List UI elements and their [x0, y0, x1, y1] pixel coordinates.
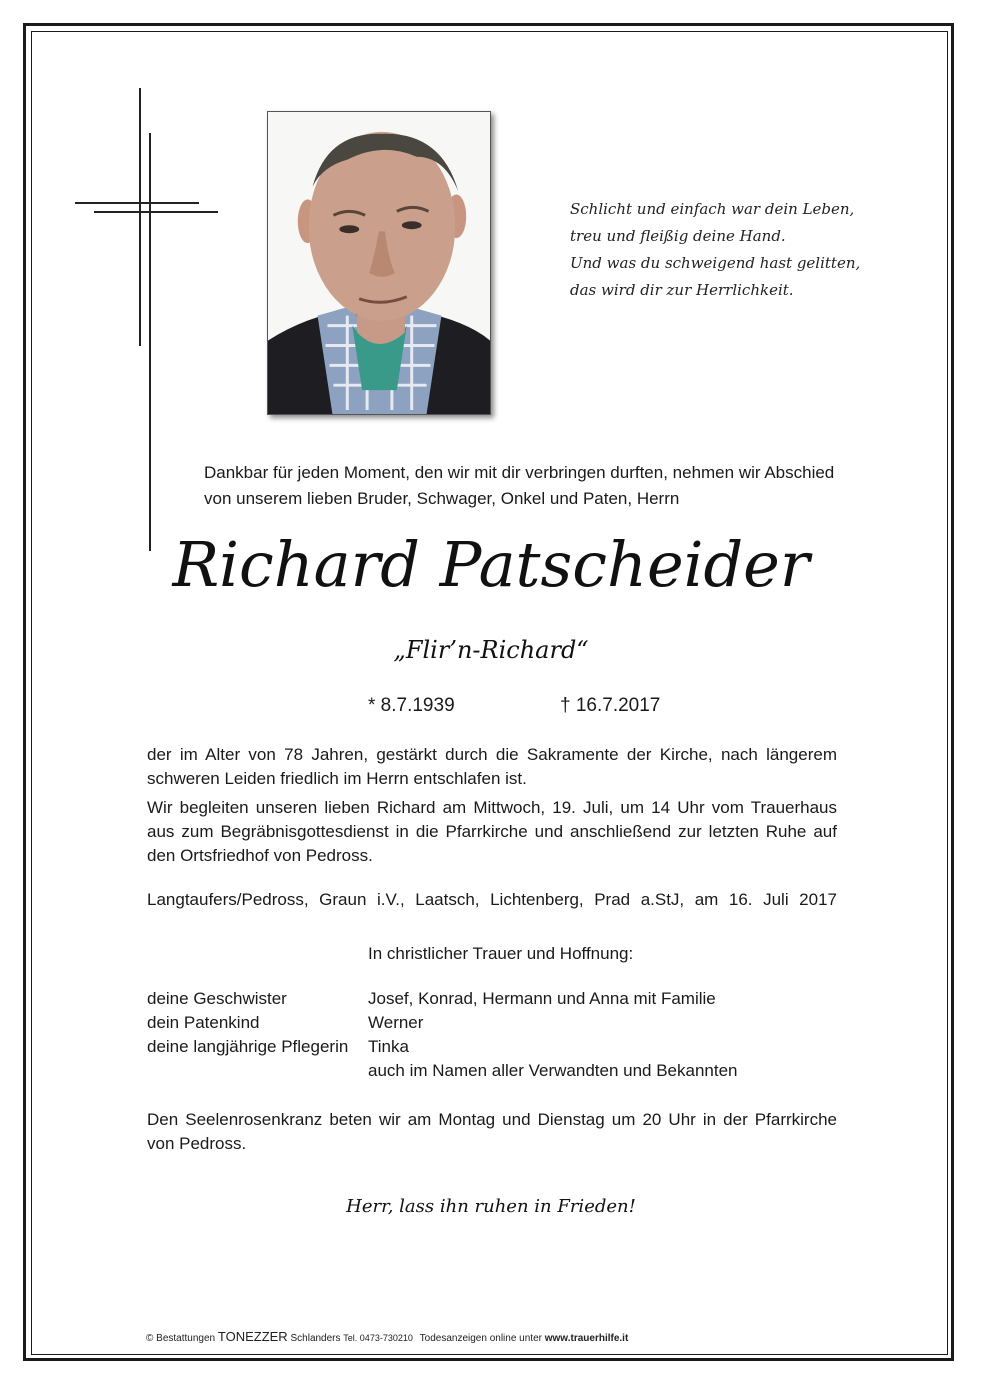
body-line: der im Alter von 78 Jahren, gestärkt durch die Sakramente der Kirche, nach längerem: [147, 745, 837, 764]
mourner-names: Josef, Konrad, Hermann und Anna mit Familie: [368, 989, 716, 1008]
footer: [146, 1329, 628, 1344]
deceased-nickname: „Flir’n-Richard“: [393, 636, 589, 664]
mourner-names: Tinka: [368, 1037, 409, 1056]
poem-line: treu und fleißig deine Hand.: [570, 227, 786, 245]
intro-line: von unserem lieben Bruder, Schwager, Onkel und Paten, Herrn: [204, 489, 680, 508]
mourner-relation: deine Geschwister: [147, 989, 287, 1008]
body-line: den Ortsfriedhof von Pedross.: [147, 846, 373, 865]
birth-date: * 8.7.1939: [368, 695, 455, 716]
footer-prefix: © Bestattungen: [146, 1333, 216, 1344]
closing-prayer: Herr, lass ihn ruhen in Frieden!: [346, 1196, 636, 1217]
mourner-relation: dein Patenkind: [147, 1013, 260, 1032]
rosary-line: von Pedross.: [147, 1134, 247, 1153]
poem-line: Und was du schweigend hast gelitten,: [570, 254, 861, 272]
poem-line: Schlicht und einfach war dein Leben,: [570, 200, 855, 218]
poem: [570, 196, 860, 304]
footer-online: Todesanzeigen online unter: [419, 1333, 542, 1344]
mourner-relation: deine langjährige Pflegerin: [147, 1037, 349, 1056]
mourner-names: auch im Namen aller Verwandten und Bekannten: [368, 1061, 738, 1080]
death-date: † 16.7.2017: [560, 695, 661, 716]
poem-line: das wird dir zur Herrlichkeit.: [570, 281, 794, 299]
body-line: Wir begleiten unseren lieben Richard am Mittwoch, 19. Juli, um 14 Uhr vom Trauerhaus: [147, 798, 837, 817]
footer-town: Schlanders: [290, 1333, 341, 1344]
body-line: schweren Leiden friedlich im Herrn entschlafen ist.: [147, 769, 527, 788]
portrait-photo: [267, 111, 491, 415]
mourner-names: Werner: [368, 1013, 424, 1032]
deceased-name: Richard Patscheider: [172, 528, 810, 601]
mourning-intro: In christlicher Trauer und Hoffnung:: [368, 944, 634, 963]
intro-text: [204, 460, 834, 512]
body-line: aus zum Begräbnisgottesdienst in die Pfarrkirche und anschließend zur letzten Ruhe auf: [147, 822, 837, 841]
footer-tel: Tel. 0473-730210: [343, 1333, 413, 1343]
footer-url[interactable]: www.trauerhilfe.it: [544, 1333, 629, 1344]
rosary-line: Den Seelenrosenkranz beten wir am Montag und Dienstag um 20 Uhr in der Pfarrkirche: [147, 1110, 837, 1129]
place-date: Langtaufers/Pedross, Graun i.V., Laatsch, Lichtenberg, Prad a.StJ, am 16. Juli 2017: [147, 890, 837, 909]
intro-line: Dankbar für jeden Moment, den wir mit dir verbringen durften, nehmen wir Abschied: [204, 463, 835, 482]
footer-company: TONEZZER: [217, 1329, 288, 1344]
